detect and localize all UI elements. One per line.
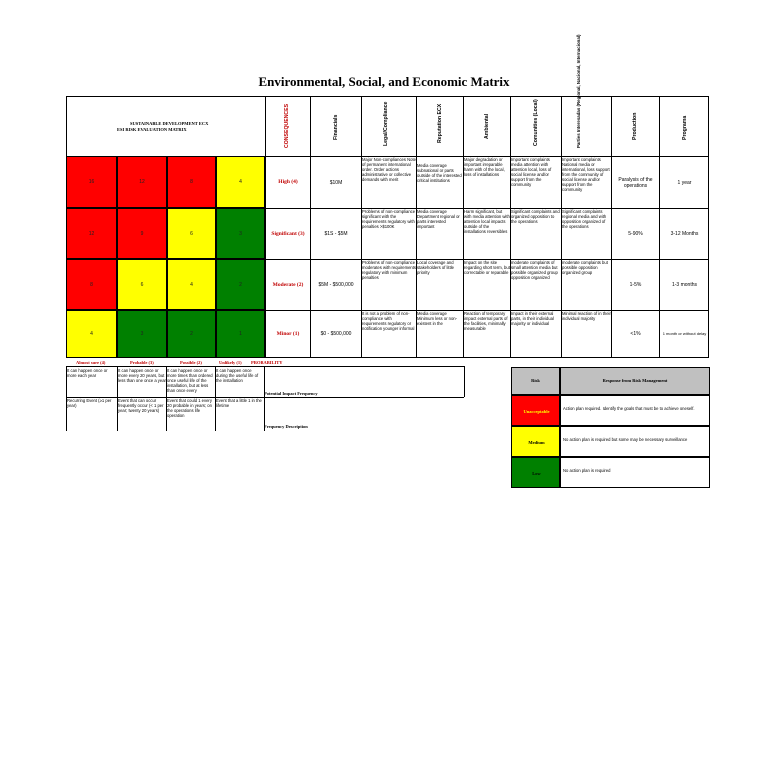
col-production: Production: [632, 112, 638, 140]
page-title: Environmental, Social, and Economic Matrix: [258, 74, 510, 89]
risk-level-cell: [511, 426, 560, 457]
prod-high: Paralysis of the operations: [618, 177, 653, 189]
risk-header-label: Risk: [531, 378, 540, 383]
prob-probability: PROBABILITY: [251, 360, 283, 365]
amb-high: Major degradation or important irreparable harm with of the local, loss of installations: [464, 157, 505, 177]
par-high: Important complaints National media or international, loss support from the community of social license and/or support from the community: [562, 157, 610, 192]
prob-desc-1-0: It can happen once or more each year: [67, 368, 108, 378]
potential-impact-label: Potential Impact Frequency: [264, 391, 318, 396]
prog-high: 1 year: [677, 180, 692, 186]
legal-minor: It is not a problem of non-compliance with requirements regulatory or notification younger informal: [362, 311, 415, 331]
risk-response-cell: [560, 395, 710, 426]
amb-significant: Harm significant, but with media attention with attention local impacts outside of the installations reversibles: [464, 209, 510, 234]
risk-response-cell: [560, 457, 710, 488]
risk-level-cell: [511, 457, 560, 488]
risk-level-label: Unacceptable: [523, 408, 550, 414]
heat-cell: 9: [117, 208, 167, 259]
fin-minor: $0 - $500,000: [320, 331, 352, 337]
par-minor: Minimal reaction of in their individual majority: [562, 311, 611, 321]
prob-possible: Possible (2): [180, 360, 202, 365]
heat-cell: 12: [117, 156, 167, 208]
par-significant: Significant complaints regional media and with opposition organized of the operations: [562, 209, 607, 229]
col-parties: Parties Interesadas (Regional, Nacional, Internacional): [576, 34, 581, 148]
heat-cell: 12: [66, 208, 117, 259]
level-significant: Significant (3): [271, 231, 305, 237]
response-header-label: Response from Risk Management: [602, 378, 668, 383]
heat-cell: 8: [167, 156, 216, 208]
matrix-label-1: SUSTAINABLE DEVELOPMENT ECX: [130, 121, 209, 126]
col-programa: Programa: [682, 115, 688, 140]
heat-cell: 8: [66, 259, 117, 310]
fin-high: $10M: [329, 180, 343, 186]
heat-cell: 4: [167, 259, 216, 310]
prob-desc-1-2: It can happen once or more times than ordered once useful life of the installation, but at less than once every: [167, 368, 213, 393]
prog-minor: 1 month or without delay: [662, 331, 707, 336]
par-moderate: moderate complaints but possible opposition organized group: [562, 260, 608, 275]
heat-cell: 3: [117, 310, 167, 358]
com-moderate: moderate complaints of small attention media but possible organized group opposition organized: [511, 260, 558, 280]
prob-desc-1-1: It can happen once or more every 20 years, but less than one once a year: [118, 368, 166, 383]
col-financials: Financials: [333, 114, 339, 140]
level-moderate: Moderate (2): [272, 282, 304, 288]
heat-cell: 4: [216, 156, 265, 208]
level-high: High (4): [278, 179, 298, 185]
matrix-label-2: ESI RISK EVALUATION MATRIX: [117, 127, 187, 132]
risk-response-text: Action plan required. Identify the goals that must be to achieve oneself.: [563, 405, 695, 411]
prob-desc-2-2: Event that could 1 every 20 probable in years; on the operations life operation: [167, 398, 212, 418]
risk-level-label: Medium: [528, 439, 545, 445]
heat-cell: 16: [66, 156, 117, 208]
legal-moderate: Problems of non-compliance moderates with requirements regulatory with minimum penalties: [362, 260, 416, 280]
prob-unlikely: Unlikely (1): [219, 360, 242, 365]
heat-cell: 4: [66, 310, 117, 358]
rep-minor: Media coverage Minimum less or non-existent in the: [417, 311, 458, 326]
fin-significant: $1S - $5M: [324, 231, 348, 237]
rep-significant: Media coverage Department regional or parts interested important: [417, 209, 460, 229]
prob-desc-1-3: It can happen once during the useful life of the installation: [216, 368, 259, 383]
risk-response-text: No action plan is required: [563, 467, 611, 473]
legal-high: Major Non-compliances Note of permanent international order. Order actions administrative or collective demands with merit: [362, 157, 416, 182]
col-ambiental: Ambiental: [484, 113, 490, 139]
heat-cell: 6: [117, 259, 167, 310]
amb-minor: Reaction of temporary impact external parts of the facilities, minimally measurable: [464, 311, 508, 331]
heat-cell: 6: [167, 208, 216, 259]
risk-response-cell: [560, 426, 710, 457]
prod-significant: 5-90%: [628, 231, 643, 237]
heat-cell: 2: [167, 310, 216, 358]
amb-moderate: Impact on the site regarding short term, but correctable or reparable: [464, 260, 510, 275]
col-consequences: CONSEQUENCES: [284, 103, 290, 148]
prog-significant: 3-12 Months: [670, 231, 699, 237]
prob-desc-2-3: Event that a little 1 in the lifetime: [216, 398, 262, 408]
prob-desc-2-1: Event that can occur frequently occur (< 1 per year; twenty 20 years): [118, 398, 164, 413]
legal-significant: Problems of non-compliance significant with the requirements regulatory with penalties >$100K: [362, 209, 416, 229]
heat-cell: 1: [216, 310, 265, 358]
prod-moderate: 1-5%: [629, 282, 642, 288]
prod-minor: <1%: [630, 331, 641, 337]
heat-cell: 2: [216, 259, 265, 310]
risk-response-text: No action plan is required but some may be necessary surveillance: [563, 436, 688, 442]
risk-level-cell: [511, 395, 560, 426]
col-comunities: Comunities (Local): [533, 99, 539, 146]
level-minor: Minor (1): [276, 331, 300, 337]
rep-moderate: Local coverage and stakeholders of little priority: [417, 260, 455, 275]
col-reputation: Reputation ECX: [437, 103, 443, 143]
com-minor: Impact in their external parts, in their individual majority or individual: [511, 311, 554, 326]
col-legal: Legal/Compliance: [383, 101, 389, 146]
risk-level-label: Low: [532, 470, 541, 476]
prob-desc-2-0: Recurring Event (≥1 per year): [67, 398, 112, 408]
prog-moderate: 1-3 months: [671, 282, 697, 288]
prob-almost-sure: Almost sure (4): [76, 360, 106, 365]
prob-probable: Probable (3): [130, 360, 154, 365]
fin-moderate: $5M - $500,000: [318, 282, 354, 288]
com-significant: Significant complaints and organized opposition to the operations: [511, 209, 560, 224]
rep-high: Media coverage subnational or parts outside of the interested critical institutions: [417, 163, 462, 183]
heat-cell: 3: [216, 208, 265, 259]
frequency-desc-label: Frequency Description: [264, 424, 308, 429]
com-high: Important complaints media attention with attention local, loss of social license and/or support from the community: [511, 157, 552, 187]
